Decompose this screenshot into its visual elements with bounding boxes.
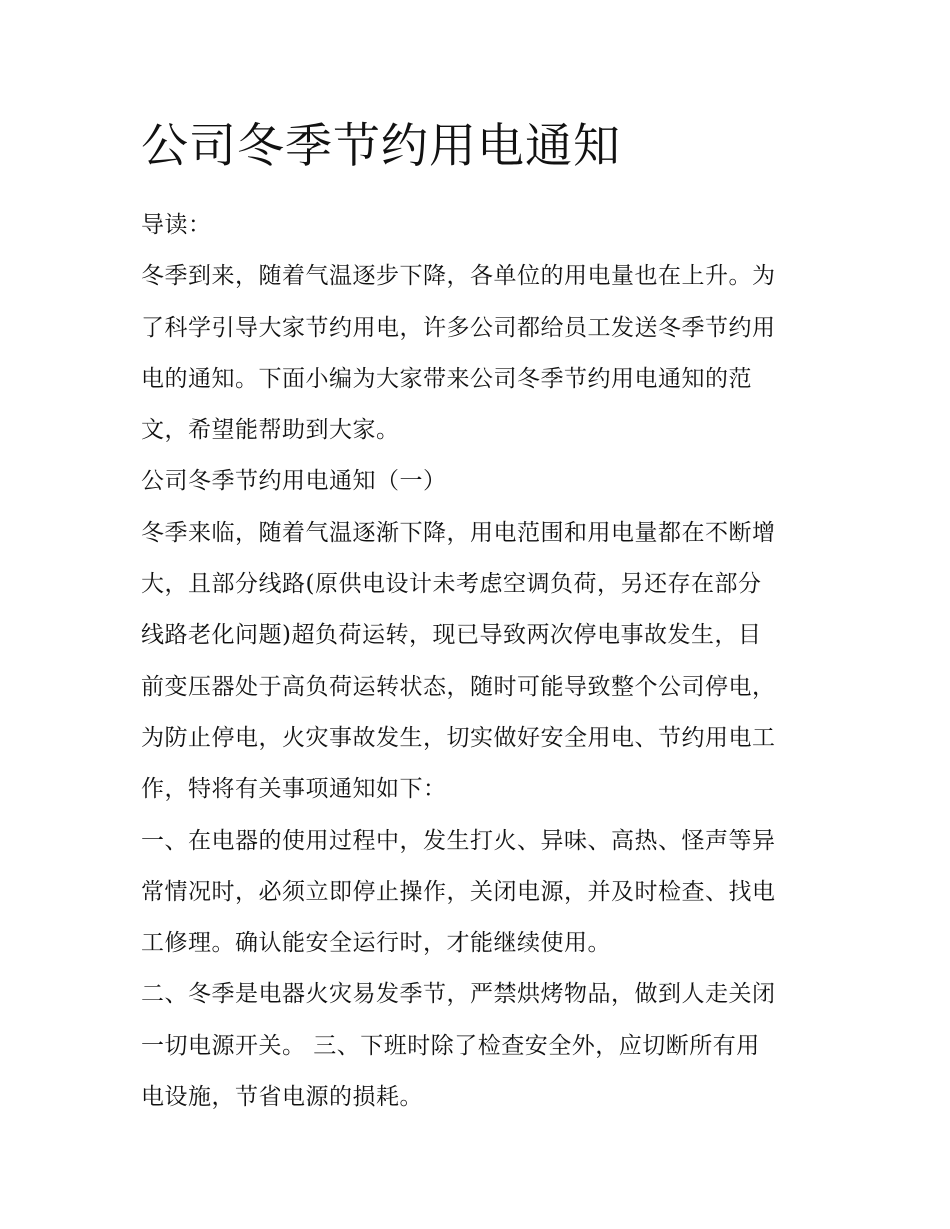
text-line: 冬季来临，随着气温逐渐下降，用电范围和用电量都在不断增 [141,519,776,546]
text-line: 线路老化问题)超负荷运转，现已导致两次停电事故发生，目 [141,622,762,649]
text-line: 二、冬季是电器火灾易发季节，严禁烘烤物品，做到人走关闭 [141,981,776,1008]
text-line-intro-label: 导读： [141,212,212,238]
text-line: 前变压器处于高负荷运转状态，随时可能导致整个公司停电， [141,673,776,700]
text-line: 大，且部分线路(原供电设计未考虑空调负荷，另还存在部分 [141,571,762,598]
text-line: 冬季到来，随着气温逐步下降，各单位的用电量也在上升。为 [141,263,776,290]
document-body [141,200,821,1123]
text-line: 为防止停电，火灾事故发生，切实做好安全用电、节约用电工 [141,724,776,751]
text-line: 常情况时，必须立即停止操作，关闭电源，并及时检查、找电 [141,878,776,905]
section-heading: 公司冬季节约用电通知（一） [141,468,447,495]
text-line: 作，特将有关事项通知如下： [141,776,447,803]
text-line: 电设施，节省电源的损耗。 [141,1084,423,1111]
text-line: 工修理。确认能安全运行时，才能继续使用。 [141,930,611,957]
text-line: 文，希望能帮助到大家。 [141,417,400,444]
document-title: 公司冬季节约用电通知 [141,119,621,174]
text-line: 电的通知。下面小编为大家带来公司冬季节约用电通知的范 [141,365,752,392]
text-line: 一切电源开关。 三、下班时除了检查安全外，应切断所有用 [141,1032,760,1059]
text-line: 一、在电器的使用过程中，发生打火、异味、高热、怪声等异 [141,827,776,854]
text-line: 了科学引导大家节约用电，许多公司都给员工发送冬季节约用 [141,314,776,341]
